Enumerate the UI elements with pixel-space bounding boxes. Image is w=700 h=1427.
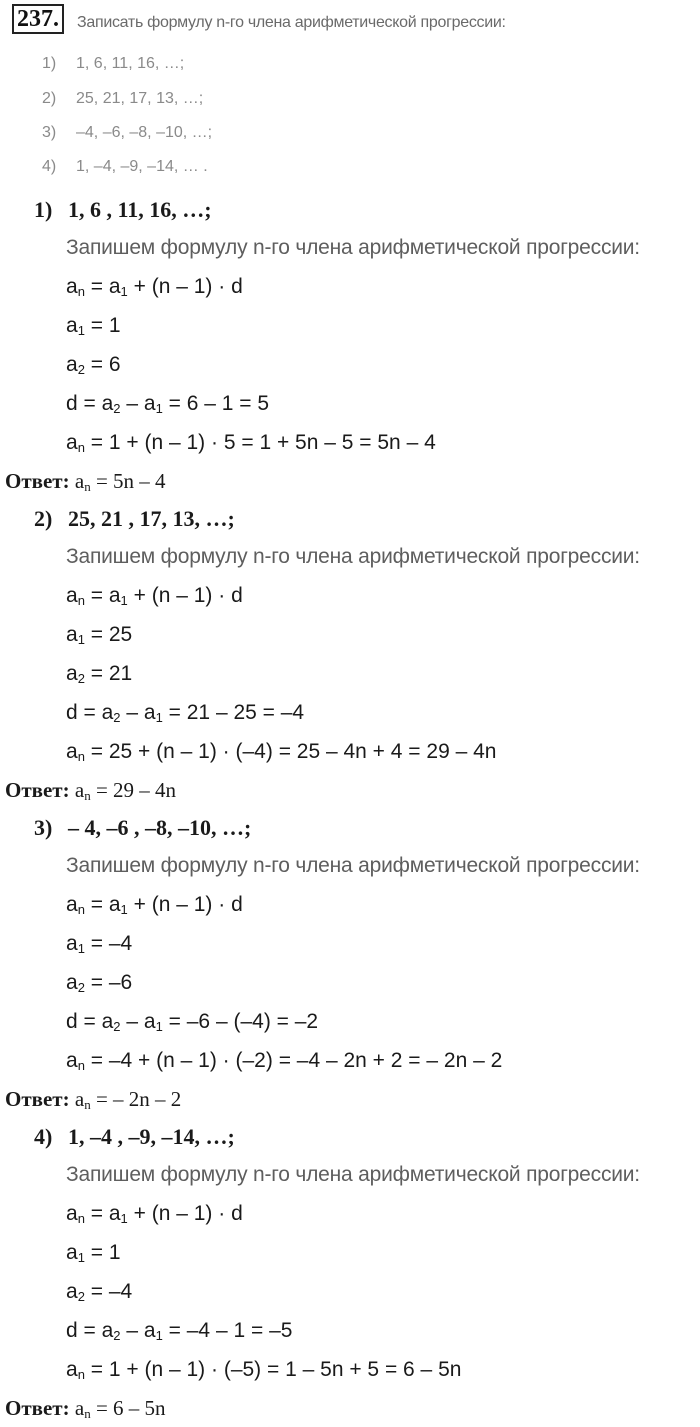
- given-number: 4): [42, 158, 57, 175]
- general-formula: [66, 275, 243, 299]
- formula-rest: = a: [90, 275, 121, 298]
- formula-rest: = a: [90, 893, 121, 916]
- subscript-2: 2: [77, 980, 85, 995]
- solution-heading: [34, 815, 251, 841]
- given-sequence: 25, 21, 17, 13, …;: [76, 90, 204, 107]
- general-formula: [66, 584, 243, 608]
- a2-line: [66, 662, 132, 686]
- solution-intro: Запишем формулу n-го члена арифметической прогрессии:: [66, 854, 640, 877]
- subscript-2: 2: [113, 1019, 121, 1034]
- given-sequence: 1, 6, 11, 16, …;: [76, 55, 185, 72]
- given-number: 3): [42, 124, 57, 141]
- a-symbol: a: [66, 1202, 78, 1225]
- subscript-2: 2: [77, 671, 85, 686]
- answer-value: = – 2n – 2: [95, 1087, 182, 1111]
- answer-label: Ответ:: [5, 469, 70, 493]
- solution-sequence: 1, 6 , 11, 16, …;: [68, 197, 212, 222]
- d-rest: = –4 – 1 = –5: [168, 1319, 293, 1342]
- minus-a: – a: [126, 392, 156, 415]
- subscript-1: 1: [155, 1019, 163, 1034]
- a-symbol: a: [74, 1087, 85, 1111]
- a2-value: = –6: [90, 971, 133, 994]
- given-item: [42, 158, 208, 176]
- an-rest: = 1 + (n – 1) · (–5) = 1 – 5n + 5 = 6 – 5n: [90, 1358, 462, 1381]
- subscript-n: n: [77, 1367, 85, 1382]
- subscript-2: 2: [113, 401, 121, 416]
- subscript-2: 2: [113, 1328, 121, 1343]
- given-sequence: 1, –4, –9, –14, … .: [76, 158, 208, 175]
- d-symbol: d = a: [66, 701, 114, 724]
- solution-number: 3): [34, 815, 53, 840]
- a-symbol: a: [74, 469, 85, 493]
- answer-value: = 29 – 4n: [95, 778, 177, 802]
- solution-intro: Запишем формулу n-го члена арифметической прогрессии:: [66, 545, 640, 568]
- given-number: 1): [42, 55, 57, 72]
- a-symbol: a: [66, 623, 78, 646]
- solution-intro: Запишем формулу n-го члена арифметической прогрессии:: [66, 236, 640, 259]
- subscript-1: 1: [120, 902, 128, 917]
- a-symbol: a: [74, 778, 85, 802]
- a2-value: = 6: [90, 353, 121, 376]
- subscript-1: 1: [120, 593, 128, 608]
- subscript-n: n: [84, 1406, 91, 1421]
- solution-number: 2): [34, 506, 53, 531]
- answer-line: [5, 778, 176, 803]
- solution-heading: [34, 1124, 235, 1150]
- d-rest: = 6 – 1 = 5: [168, 392, 270, 415]
- solution-sequence: – 4, –6 , –8, –10, …;: [68, 815, 252, 840]
- a-symbol: a: [66, 932, 78, 955]
- subscript-1: 1: [155, 710, 163, 725]
- subscript-1: 1: [155, 1328, 163, 1343]
- nth-term-line: [66, 431, 436, 455]
- subscript-1: 1: [120, 284, 128, 299]
- minus-a: – a: [126, 1010, 156, 1033]
- formula-rest: = a: [90, 584, 121, 607]
- a-symbol: a: [66, 584, 78, 607]
- subscript-n: n: [84, 1097, 91, 1112]
- a2-value: = 21: [90, 662, 133, 685]
- a1-line: [66, 932, 132, 956]
- subscript-n: n: [77, 593, 85, 608]
- answer-line: [5, 1087, 181, 1112]
- a-symbol: a: [66, 740, 78, 763]
- a-symbol: a: [66, 893, 78, 916]
- a-symbol: a: [66, 662, 78, 685]
- problem-number: 237.: [12, 4, 64, 34]
- minus-a: – a: [126, 1319, 156, 1342]
- formula-tail: + (n – 1) · d: [133, 275, 243, 298]
- an-rest: = 1 + (n – 1) · 5 = 1 + 5n – 5 = 5n – 4: [90, 431, 436, 454]
- answer-line: [5, 1396, 166, 1421]
- subscript-n: n: [84, 788, 91, 803]
- a2-line: [66, 971, 132, 995]
- a-symbol: a: [66, 1358, 78, 1381]
- d-symbol: d = a: [66, 1010, 114, 1033]
- answer-label: Ответ:: [5, 778, 70, 802]
- given-number: 2): [42, 90, 57, 107]
- solution-heading: [34, 197, 212, 223]
- subscript-n: n: [84, 479, 91, 494]
- answer-value: = 5n – 4: [95, 469, 166, 493]
- a-symbol: a: [66, 1280, 78, 1303]
- minus-a: – a: [126, 701, 156, 724]
- given-item: [42, 55, 184, 73]
- subscript-1: 1: [77, 941, 85, 956]
- subscript-1: 1: [155, 401, 163, 416]
- a1-value: = –4: [90, 932, 133, 955]
- an-rest: = –4 + (n – 1) · (–2) = –4 – 2n + 2 = – 2n – 2: [90, 1049, 503, 1072]
- answer-label: Ответ:: [5, 1396, 70, 1420]
- subscript-n: n: [77, 902, 85, 917]
- general-formula: [66, 1202, 243, 1226]
- given-item: [42, 124, 212, 142]
- a-symbol: a: [74, 1396, 85, 1420]
- difference-line: [66, 392, 269, 416]
- d-symbol: d = a: [66, 392, 114, 415]
- a1-line: [66, 314, 121, 338]
- difference-line: [66, 1319, 292, 1343]
- solution-intro: Запишем формулу n-го члена арифметической прогрессии:: [66, 1163, 640, 1186]
- subscript-n: n: [77, 1211, 85, 1226]
- answer-value: = 6 – 5n: [95, 1396, 166, 1420]
- a2-value: = –4: [90, 1280, 133, 1303]
- problem-statement: Записать формулу n-го члена арифметической прогрессии:: [77, 14, 506, 31]
- answer-line: [5, 469, 166, 494]
- d-rest: = 21 – 25 = –4: [168, 701, 305, 724]
- given-sequence: –4, –6, –8, –10, …;: [76, 124, 213, 141]
- a-symbol: a: [66, 1049, 78, 1072]
- solution-number: 4): [34, 1124, 53, 1149]
- subscript-1: 1: [120, 1211, 128, 1226]
- an-rest: = 25 + (n – 1) · (–4) = 25 – 4n + 4 = 29 – 4n: [90, 740, 497, 763]
- subscript-n: n: [77, 1058, 85, 1073]
- a1-value: = 25: [90, 623, 133, 646]
- a1-line: [66, 1241, 121, 1265]
- formula-tail: + (n – 1) · d: [133, 893, 243, 916]
- nth-term-line: [66, 740, 496, 764]
- a-symbol: a: [66, 353, 78, 376]
- subscript-n: n: [77, 284, 85, 299]
- formula-rest: = a: [90, 1202, 121, 1225]
- a-symbol: a: [66, 431, 78, 454]
- subscript-1: 1: [77, 323, 85, 338]
- nth-term-line: [66, 1049, 502, 1073]
- a-symbol: a: [66, 275, 78, 298]
- given-item: [42, 90, 203, 108]
- a2-line: [66, 353, 121, 377]
- formula-tail: + (n – 1) · d: [133, 584, 243, 607]
- a-symbol: a: [66, 1241, 78, 1264]
- subscript-1: 1: [77, 632, 85, 647]
- d-symbol: d = a: [66, 1319, 114, 1342]
- subscript-n: n: [77, 440, 85, 455]
- a1-value: = 1: [90, 314, 121, 337]
- subscript-n: n: [77, 749, 85, 764]
- subscript-1: 1: [77, 1250, 85, 1265]
- a-symbol: a: [66, 314, 78, 337]
- d-rest: = –6 – (–4) = –2: [168, 1010, 319, 1033]
- a1-line: [66, 623, 132, 647]
- a2-line: [66, 1280, 132, 1304]
- subscript-2: 2: [113, 710, 121, 725]
- subscript-2: 2: [77, 362, 85, 377]
- formula-tail: + (n – 1) · d: [133, 1202, 243, 1225]
- solution-number: 1): [34, 197, 53, 222]
- difference-line: [66, 701, 304, 725]
- answer-label: Ответ:: [5, 1087, 70, 1111]
- difference-line: [66, 1010, 318, 1034]
- a1-value: = 1: [90, 1241, 121, 1264]
- solution-heading: [34, 506, 235, 532]
- solution-sequence: 1, –4 , –9, –14, …;: [68, 1124, 235, 1149]
- nth-term-line: [66, 1358, 461, 1382]
- solution-sequence: 25, 21 , 17, 13, …;: [68, 506, 235, 531]
- subscript-2: 2: [77, 1289, 85, 1304]
- a-symbol: a: [66, 971, 78, 994]
- general-formula: [66, 893, 243, 917]
